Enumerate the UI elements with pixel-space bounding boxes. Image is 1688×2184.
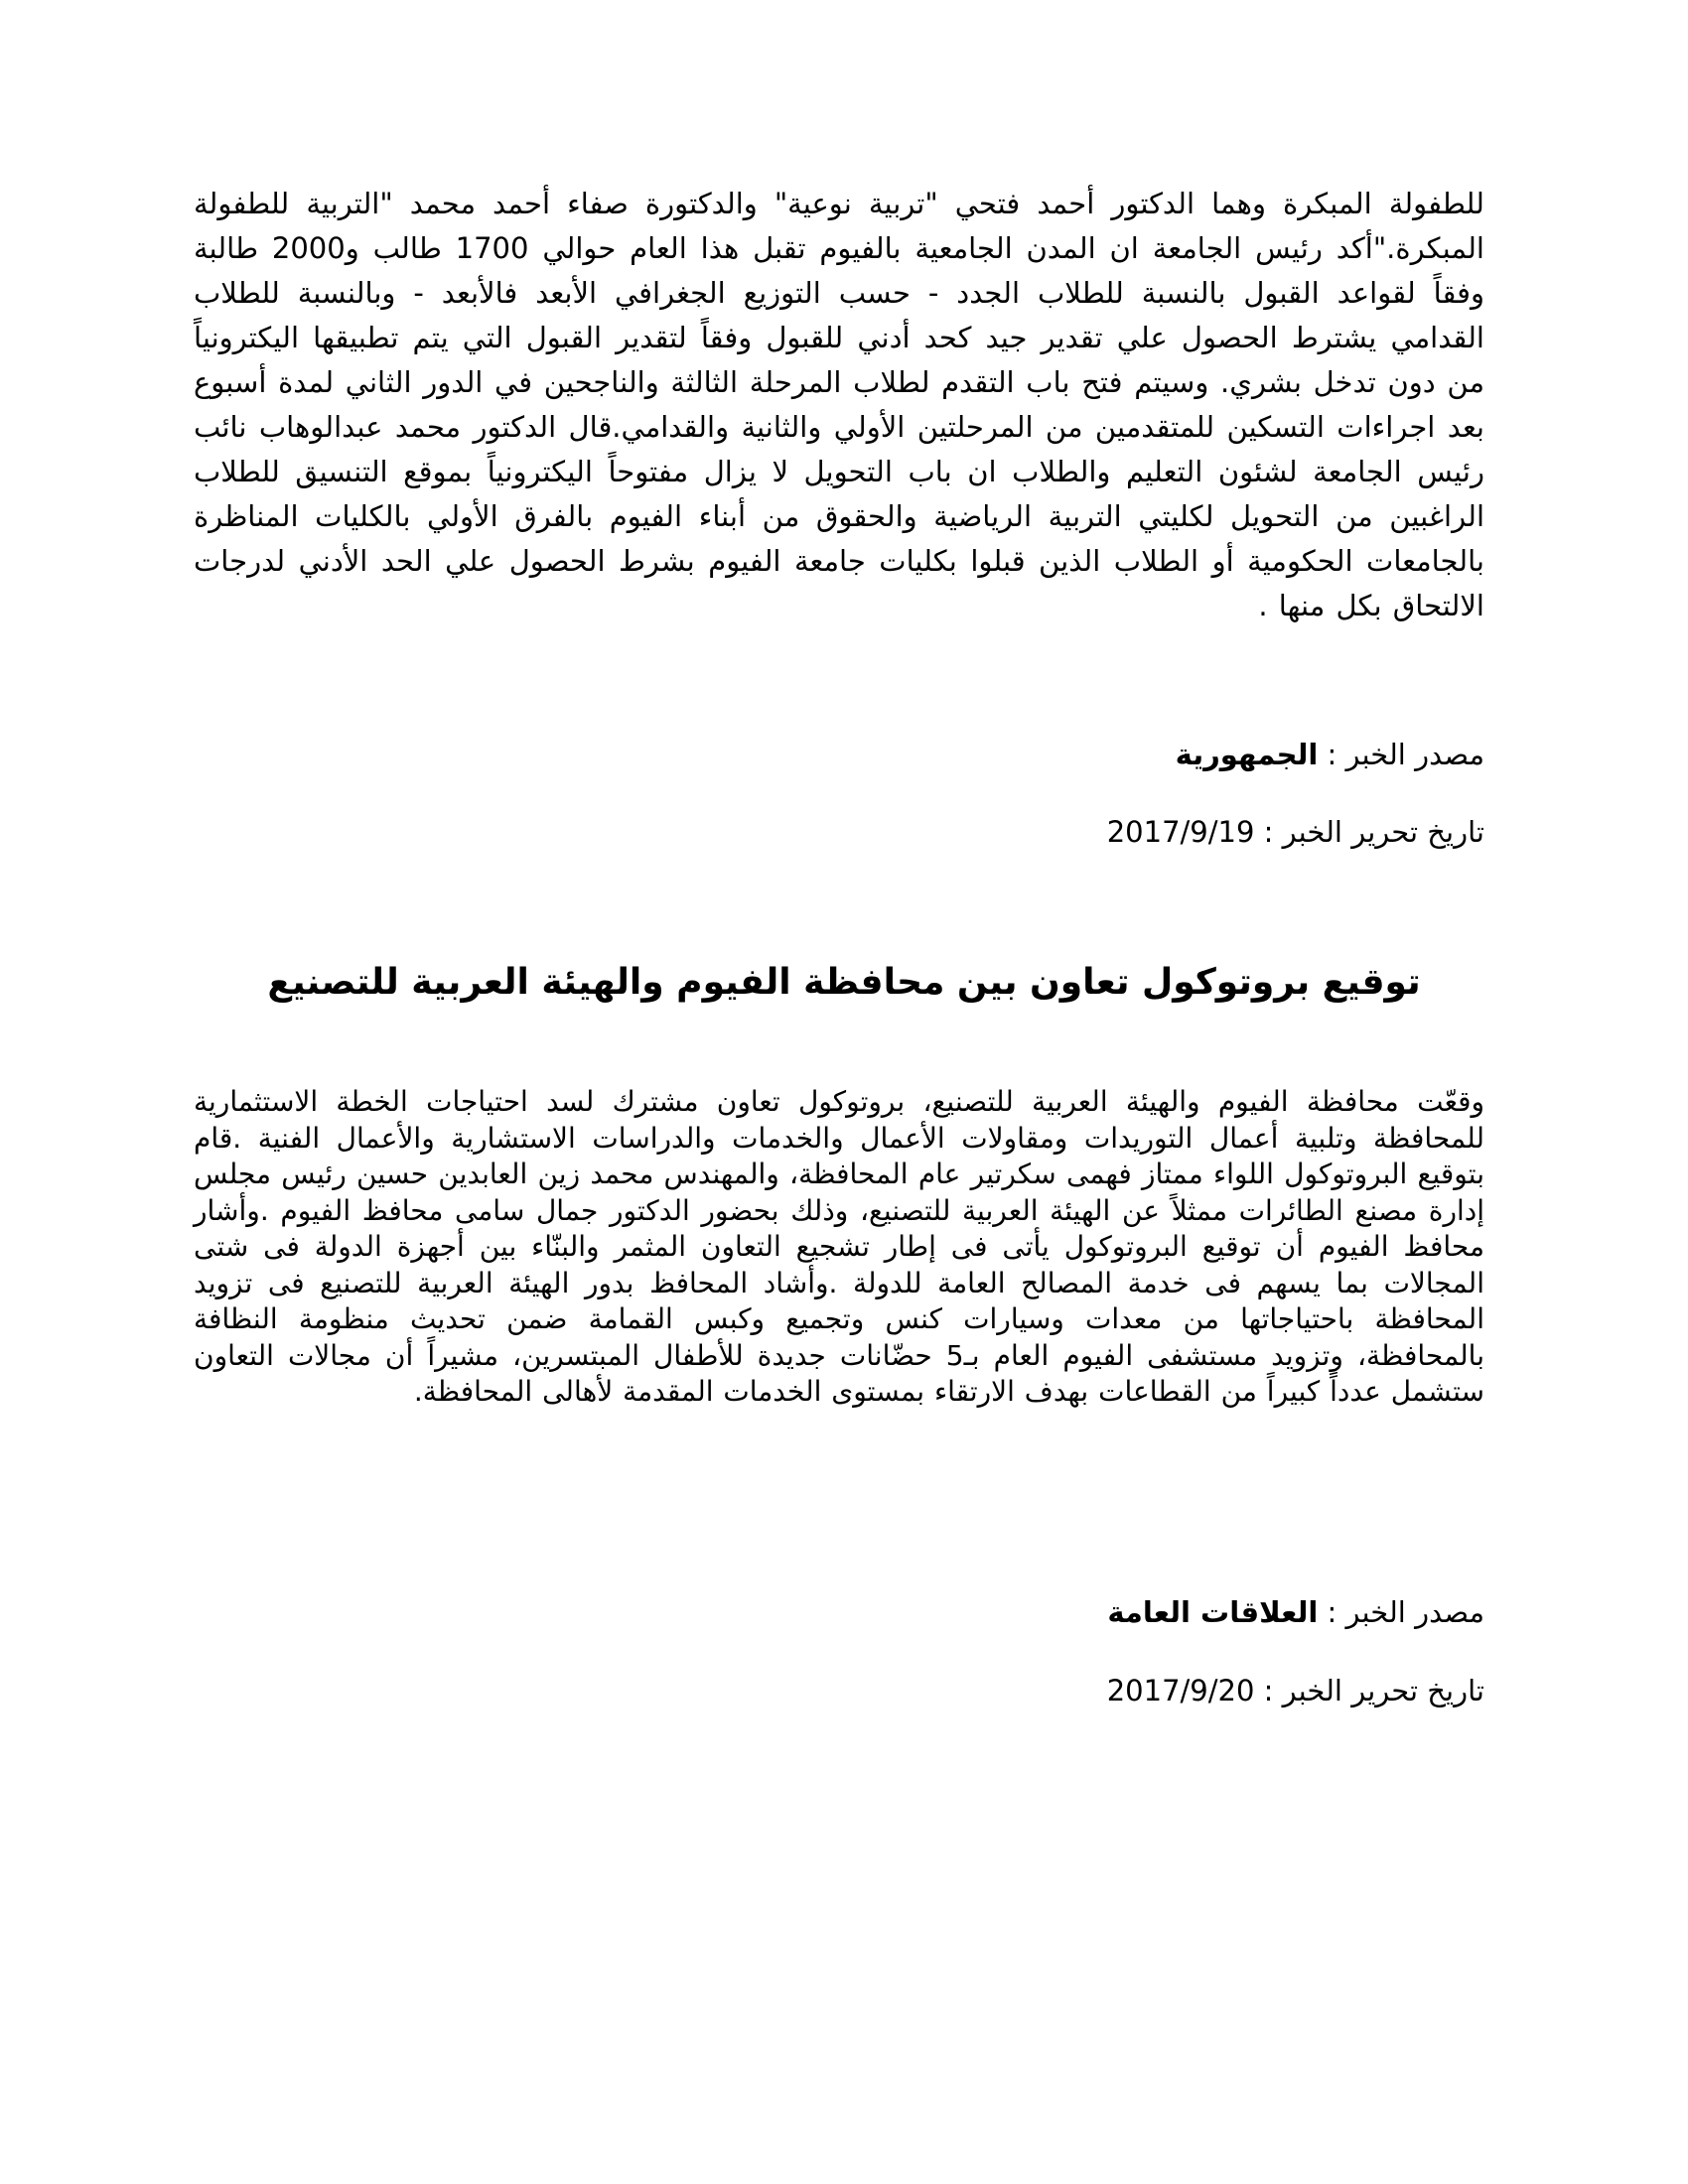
source-value: الجمهورية bbox=[1175, 738, 1319, 771]
date-label: تاريخ تحرير الخبر : bbox=[1254, 815, 1484, 849]
article-2-source bbox=[194, 1592, 1484, 1632]
article-1-date bbox=[194, 812, 1484, 852]
article-1-source bbox=[194, 735, 1484, 774]
date-value: 2017/9/20 bbox=[1106, 1674, 1255, 1707]
date-value: 2017/9/19 bbox=[1106, 815, 1255, 849]
article-1-body: للطفولة المبكرة وهما الدكتور أحمد فتحي "تربية نوعية" والدكتورة صفاء أحمد محمد "التربية للطفولة المبكرة."أكد رئيس الجامعة ان المدن الجامعية بالفيوم تقبل هذا العام حوالي 1700 طالب و2000 طالبة وفقاً لقواعد القبول بالنسبة للطلاب الجدد - حسب التوزيع الجغرافي الأبعد فالأبعد - وبالنسبة للطلاب القدامي يشترط الحصول علي تقدير جيد كحد أدني للقبول وفقاً لتقدير القبول التي يتم تطبيقها اليكترونياً من دون تدخل بشري. وسيتم فتح باب التقدم لطلاب المرحلة الثالثة والناجحين في الدور الثاني لمدة أسبوع بعد اجراءات التسكين للمتقدمين من المرحلتين الأولي والثانية والقدامي.قال الدكتور محمد عبدالوهاب نائب رئيس الجامعة لشئون التعليم والطلاب ان باب التحويل لا يزال مفتوحاً اليكترونياً بموقع التنسيق للطلاب الراغبين من التحويل لكليتي التربية الرياضية والحقوق من أبناء الفيوم بالفرق الأولي بالكليات المناظرة بالجامعات الحكومية أو الطلاب الذين قبلوا بكليات جامعة الفيوم بشرط الحصول علي الحد الأدني لدرجات الالتحاق بكل منها . bbox=[194, 187, 1484, 622]
article-2-body: وقعّت محافظة الفيوم والهيئة العربية للتصنيع، بروتوكول تعاون مشترك لسد احتياجات الخطة الاستثمارية للمحافظة وتلبية أعمال التوريدات ومقاولات الأعمال والخدمات والدراسات الاستشارية والأعمال الفنية .قام بتوقيع البروتوكول اللواء ممتاز فهمى سكرتير عام المحافظة، والمهندس محمد زين العابدين حسين رئيس مجلس إدارة مصنع الطائرات ممثلاً عن الهيئة العربية للتصنيع، وذلك بحضور الدكتور جمال سامى محافظ الفيوم .وأشار محافظ الفيوم أن توقيع البروتوكول يأتى فى إطار تشجيع التعاون المثمر والبنّاء بين أجهزة الدولة فى شتى المجالات بما يسهم فى خدمة المصالح العامة للدولة .وأشاد المحافظ بدور الهيئة العربية للتصنيع فى تزويد المحافظة باحتياجاتها من معدات وسيارات كنس وتجميع وكبس القمامة ضمن تحديث منظومة النظافة بالمحافظة، وتزويد مستشفى الفيوم العام بـ5 حضّانات جديدة للأطفال المبتسرين، مشيراً أن مجالات التعاون ستشمل عدداً كبيراً من القطاعات بهدف الارتقاء بمستوى الخدمات المقدمة لأهالى المحافظة. bbox=[194, 1085, 1485, 1408]
source-value: العلاقات العامة bbox=[1107, 1595, 1319, 1629]
source-label: مصدر الخبر : bbox=[1318, 738, 1484, 771]
article-2-headline: توقيع بروتوكول تعاون بين محافظة الفيوم والهيئة العربية للتصنيع bbox=[267, 962, 1421, 1003]
source-label: مصدر الخبر : bbox=[1318, 1595, 1484, 1629]
date-label: تاريخ تحرير الخبر : bbox=[1254, 1674, 1484, 1707]
article-2-date bbox=[194, 1671, 1484, 1710]
